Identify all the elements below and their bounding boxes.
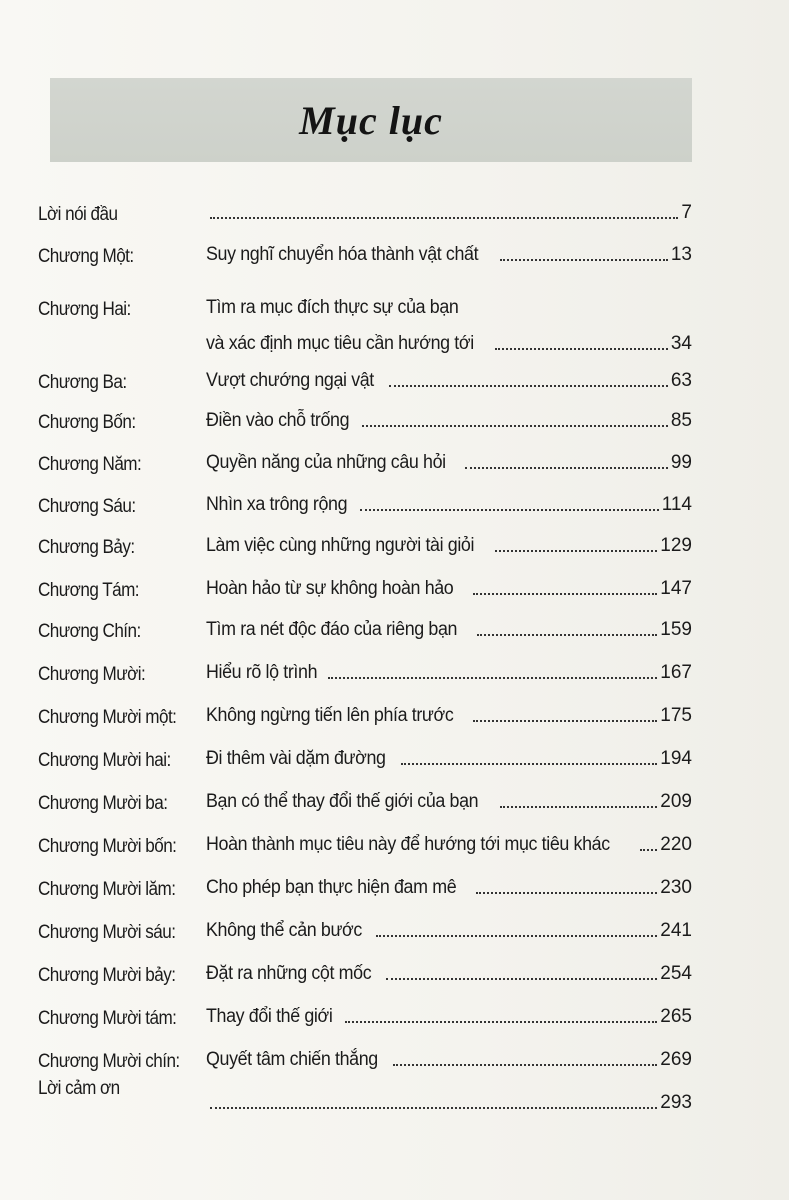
chapter-label: Chương Tám: xyxy=(38,580,139,601)
toc-line xyxy=(206,295,692,319)
chapter-title: Đi thêm vài dặm đường xyxy=(206,748,386,769)
toc-line xyxy=(206,200,692,224)
dot-leader xyxy=(495,550,657,552)
toc-line xyxy=(206,492,692,516)
chapter-label: Chương Sáu: xyxy=(38,496,136,517)
page-number: 194 xyxy=(660,748,692,769)
page-number: 175 xyxy=(660,705,692,726)
chapter-label: Lời cảm ơn xyxy=(38,1078,120,1099)
dot-leader xyxy=(360,509,659,511)
dot-leader xyxy=(465,467,668,469)
chapter-title: Quyền năng của những câu hỏi xyxy=(206,452,446,473)
page-number: 209 xyxy=(660,791,692,812)
chapter-title: Tìm ra nét độc đáo của riêng bạn xyxy=(206,619,458,640)
chapter-title: Hoàn thành mục tiêu này để hướng tới mục tiêu khác xyxy=(206,834,610,855)
chapter-title: và xác định mục tiêu cần hướng tới xyxy=(206,333,474,354)
chapter-label: Chương Năm: xyxy=(38,454,142,475)
chapter-title: Cho phép bạn thực hiện đam mê xyxy=(206,877,457,898)
toc-line xyxy=(206,242,692,266)
toc-line xyxy=(206,1004,692,1028)
page-number: 159 xyxy=(660,619,692,640)
page-number: 265 xyxy=(660,1006,692,1027)
page-number: 147 xyxy=(660,578,692,599)
toc-line xyxy=(206,660,692,684)
dot-leader xyxy=(477,634,657,636)
page-number: 167 xyxy=(660,662,692,683)
page-number: 269 xyxy=(660,1049,692,1070)
page-number: 254 xyxy=(660,963,692,984)
dot-leader xyxy=(476,892,657,894)
chapter-label: Lời nói đầu xyxy=(38,204,118,225)
chapter-label: Chương Ba: xyxy=(38,372,127,393)
dot-leader xyxy=(495,348,668,350)
chapter-label: Chương Mười một: xyxy=(38,707,177,728)
chapter-title: Bạn có thể thay đổi thế giới của bạn xyxy=(206,791,479,812)
toc-line xyxy=(206,1090,692,1114)
chapter-title: Suy nghĩ chuyển hóa thành vật chất xyxy=(206,244,479,265)
chapter-title: Nhìn xa trông rộng xyxy=(206,494,348,515)
toc-line xyxy=(206,961,692,985)
toc-line xyxy=(206,1047,692,1071)
page-number: 129 xyxy=(660,535,692,556)
dot-leader xyxy=(389,385,668,387)
page-number: 241 xyxy=(660,920,692,941)
dot-leader xyxy=(362,425,668,427)
chapter-title: Hiểu rõ lộ trình xyxy=(206,662,318,683)
toc-line xyxy=(206,617,692,641)
chapter-label: Chương Mười lăm: xyxy=(38,879,176,900)
toc-line xyxy=(206,408,692,432)
dot-leader xyxy=(345,1021,658,1023)
toc-line xyxy=(206,832,692,856)
toc-line xyxy=(206,746,692,770)
chapter-title: Không ngừng tiến lên phía trước xyxy=(206,705,454,726)
toc-line xyxy=(206,533,692,557)
chapter-label: Chương Bốn: xyxy=(38,412,136,433)
chapter-label: Chương Bảy: xyxy=(38,537,135,558)
chapter-title: Thay đổi thế giới xyxy=(206,1006,333,1027)
chapter-label: Chương Hai: xyxy=(38,299,131,320)
chapter-title: Tìm ra mục đích thực sự của bạn xyxy=(206,297,459,318)
chapter-label: Chương Mười sáu: xyxy=(38,922,176,943)
chapter-title: Quyết tâm chiến thắng xyxy=(206,1049,378,1070)
chapter-label: Chương Mười hai: xyxy=(38,750,171,771)
chapter-title: Điền vào chỗ trống xyxy=(206,410,350,431)
toc-line xyxy=(206,789,692,813)
page-number: 220 xyxy=(660,834,692,855)
toc-line xyxy=(206,450,692,474)
page-number: 114 xyxy=(661,494,692,515)
page-number: 85 xyxy=(670,410,692,431)
dot-leader xyxy=(500,259,668,261)
chapter-title: Làm việc cùng những người tài giỏi xyxy=(206,535,475,556)
chapter-label: Chương Mười: xyxy=(38,664,146,685)
page-number: 293 xyxy=(660,1092,692,1113)
page-number: 7 xyxy=(681,202,692,223)
toc-line xyxy=(206,703,692,727)
dot-leader xyxy=(328,677,657,679)
page-number: 63 xyxy=(670,370,692,391)
dot-leader xyxy=(210,217,678,219)
page-number: 34 xyxy=(670,333,692,354)
chapter-label: Chương Mười bốn: xyxy=(38,836,177,857)
page-title: Mục lục xyxy=(299,97,443,143)
toc-line xyxy=(206,576,692,600)
dot-leader xyxy=(473,720,657,722)
chapter-title: Hoàn hảo từ sự không hoàn hảo xyxy=(206,578,454,599)
toc-line xyxy=(206,918,692,942)
dot-leader xyxy=(401,763,657,765)
chapter-label: Chương Mười tám: xyxy=(38,1008,177,1029)
chapter-label: Chương Một: xyxy=(38,246,134,267)
page-number: 13 xyxy=(670,244,692,265)
page-number: 230 xyxy=(660,877,692,898)
dot-leader xyxy=(393,1064,658,1066)
dot-leader xyxy=(376,935,657,937)
chapter-title: Đặt ra những cột mốc xyxy=(206,963,372,984)
page-number: 99 xyxy=(670,452,692,473)
chapter-label: Chương Mười bảy: xyxy=(38,965,176,986)
chapter-title: Không thể cản bước xyxy=(206,920,362,941)
dot-leader xyxy=(500,806,658,808)
toc-line xyxy=(206,368,692,392)
toc-line xyxy=(206,331,692,355)
chapter-label: Chương Mười chín: xyxy=(38,1051,180,1072)
dot-leader xyxy=(210,1107,657,1109)
dot-leader xyxy=(473,593,657,595)
chapter-label: Chương Mười ba: xyxy=(38,793,168,814)
chapter-title: Vượt chướng ngại vật xyxy=(206,370,374,391)
dot-leader xyxy=(640,849,658,851)
dot-leader xyxy=(386,978,657,980)
chapter-label: Chương Chín: xyxy=(38,621,141,642)
toc-line xyxy=(206,875,692,899)
